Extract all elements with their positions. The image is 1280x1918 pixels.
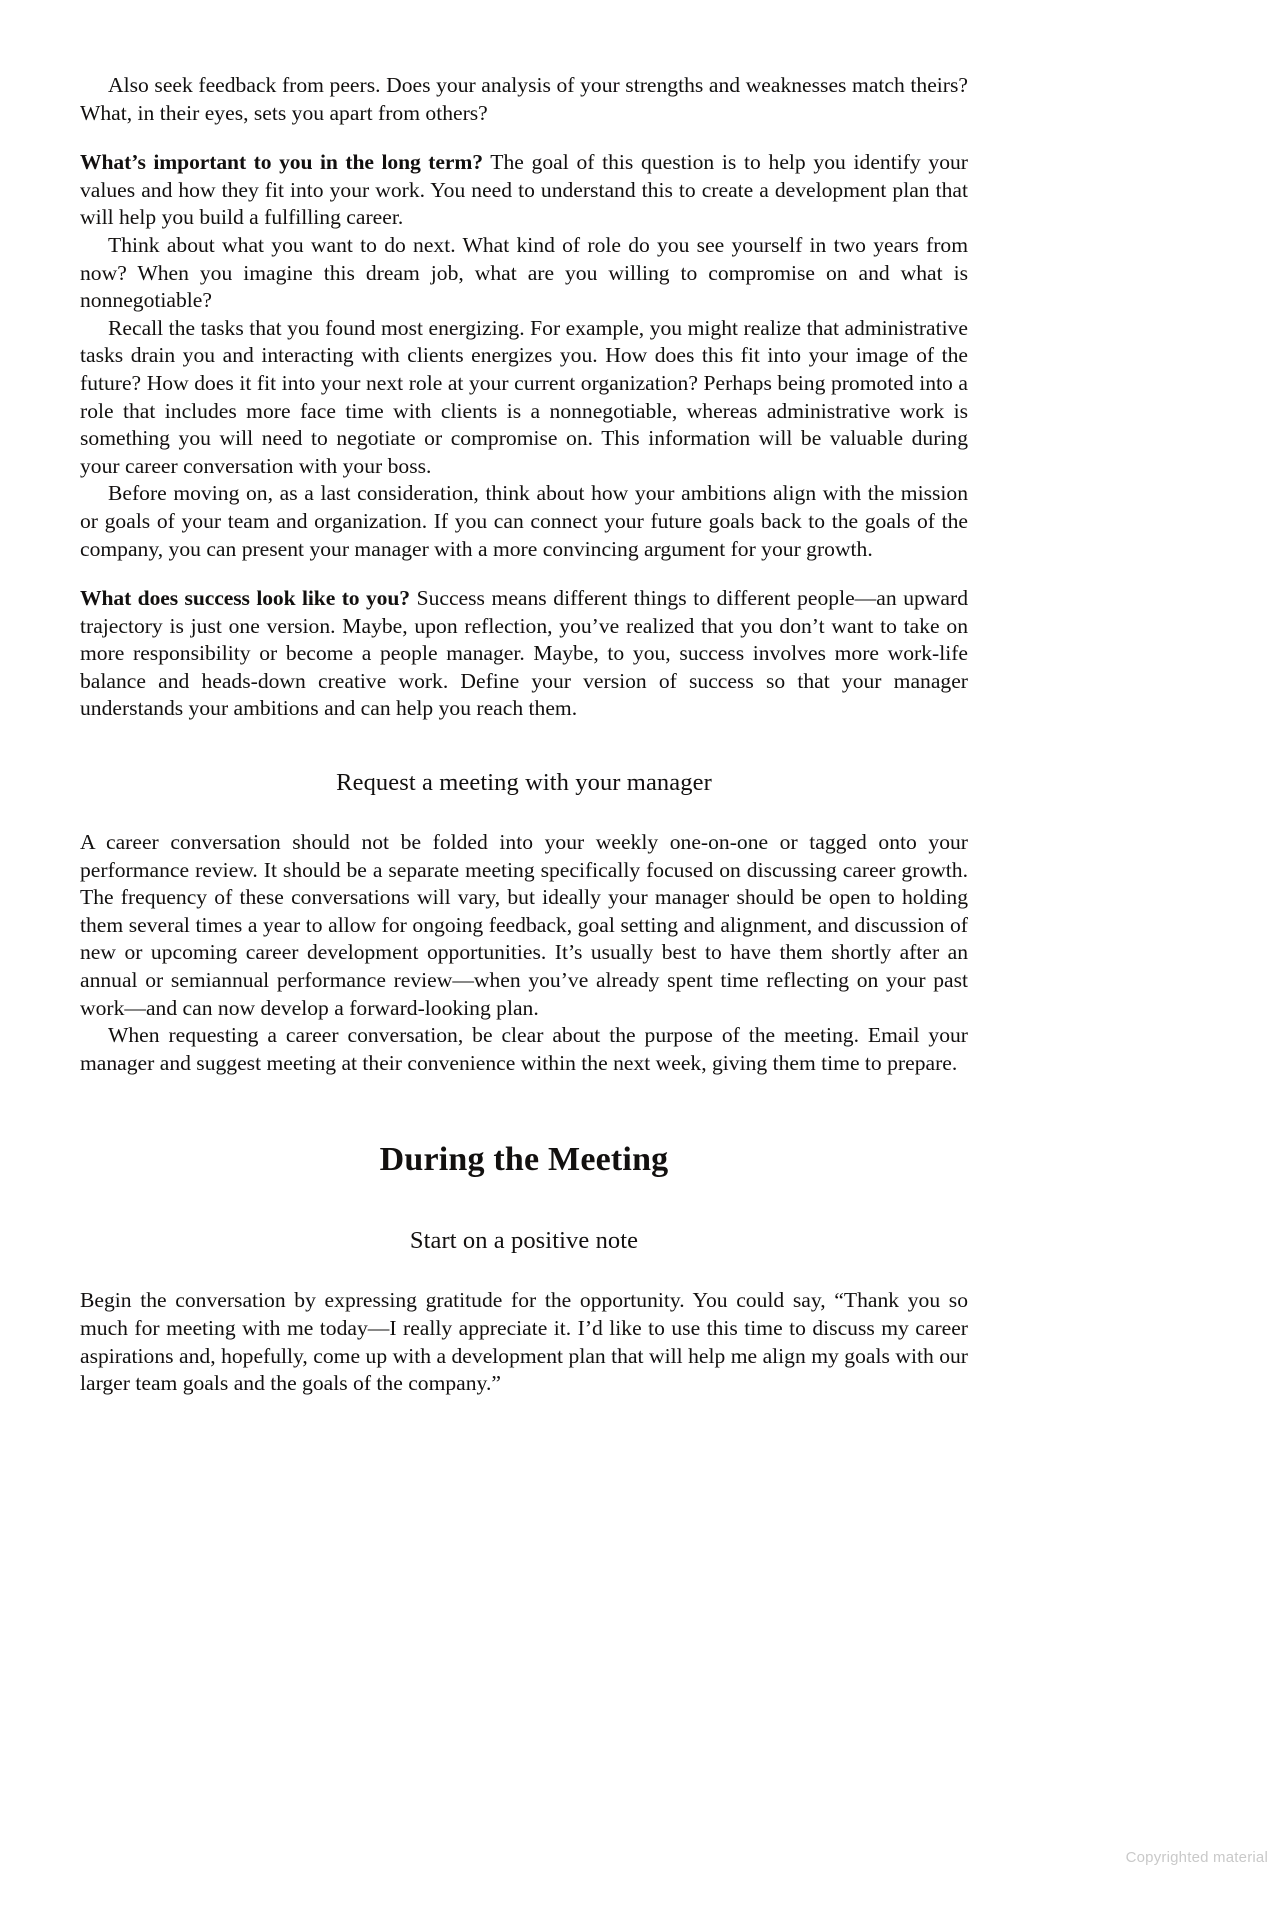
runin-heading-success: What does success look like to you? (80, 586, 410, 611)
paragraph-long-term-body: The goal of this question is to help you identify your values and how they fit into your work. You need to understand this to create a development plan that will help you build a fulfilling career. (80, 150, 968, 230)
page-content (80, 72, 968, 1398)
paragraph-long-term-importance (80, 149, 968, 232)
paragraph-recall-energizing-tasks: Recall the tasks that you found most energizing. For example, you might realize that administrative tasks drain you and interacting with clients energizes you. How does this fit into your image of the future? How does it fit into your next role at your current organization? Perhaps being promoted into a role that includes more face time with clients is a nonnegotiable, whereas administrative work is something you will need to negotiate or compromise on. This information will be valuable during your career conversation with your boss. (80, 315, 968, 478)
paragraph-success-definition (80, 585, 968, 723)
copyright-watermark: Copyrighted material (1125, 1849, 1268, 1866)
section-heading-request-meeting: Request a meeting with your manager (336, 769, 712, 797)
paragraph-requesting-conversation: When requesting a career conversation, be clear about the purpose of the meeting. Email your manager and suggest meeting at their convenience within the next week, giving them time to prepare. (80, 1023, 968, 1075)
paragraph-success-body: Success means different things to different people—an upward trajectory is just one version. Maybe, upon reflection, you’ve realized that you don’t want to take on more responsibility or become a people manager. Maybe, to you, success involves more work-life balance and heads-down creative work. Define your version of success so that your manager understands your ambitions and can help you reach them. (80, 586, 968, 721)
paragraph-career-conversation-scheduling: A career conversation should not be folded into your weekly one-on-one or tagged onto your performance review. It should be a separate meeting specifically focused on discussing career growth. The frequency of these conversations will vary, but ideally your manager should be open to holding them several times a year to allow for ongoing feedback, goal setting and alignment, and discussion of new or upcoming career development opportunities. It’s usually best to have them shortly after an annual or semiannual performance review—when you’ve already spent time reflecting on your past work—and can now develop a forward-looking plan. (80, 830, 968, 1020)
runin-heading-long-term: What’s important to you in the long term? (80, 150, 483, 175)
section-heading-positive-note: Start on a positive note (409, 1227, 639, 1255)
paragraph-begin-conversation: Begin the conversation by expressing gratitude for the opportunity. You could say, “Thank you so much for meeting with me today—I really appreciate it. I’d like to use this time to discuss my career aspirations and, hopefully, come up with a development plan that will help me align my goals with our larger team goals and the goals of the company.” (80, 1288, 968, 1396)
paragraph-think-about-next: Think about what you want to do next. What kind of role do you see yourself in two years from now? When you imagine this dream job, what are you willing to compromise on and what is nonnegotiable? (80, 232, 968, 313)
paragraph-peer-feedback: Also seek feedback from peers. Does your analysis of your strengths and weaknesses match theirs? What, in their eyes, sets you apart from others? (80, 73, 968, 125)
paragraph-ambitions-alignment: Before moving on, as a last consideration, think about how your ambitions align with the mission or goals of your team and organization. If you can connect your future goals back to the goals of the company, you can present your manager with a more convincing argument for your growth. (80, 481, 968, 561)
chapter-heading-during-the-meeting: During the Meeting (379, 1141, 669, 1179)
